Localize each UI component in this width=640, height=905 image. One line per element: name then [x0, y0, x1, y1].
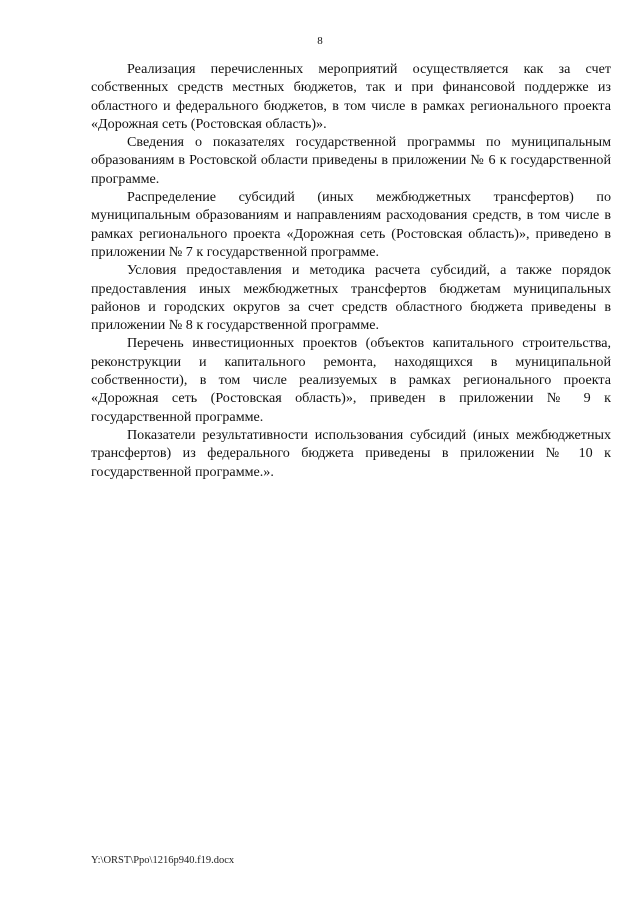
paragraph: Перечень инвестиционных проектов (объектов капитального строительства, реконструкции и капитального ремонта, находящихся в муниципальной собственности), в том числе реализуемых в рамках регионального проекта «Дорожная сеть (Ростовская область)», приведен в приложении № 9 к государственной программе.: [91, 335, 611, 425]
paragraph: Условия предоставления и методика расчета субсидий, а также порядок предоставления иных межбюджетных трансфертов бюджетам муниципальных районов и городских округов за счет средств областного бюджета приведены в приложении № 8 к государственной программе.: [91, 262, 611, 334]
paragraph: Реализация перечисленных мероприятий осуществляется как за счет собственных средств местных бюджетов, так и при финансовой поддержке из областного и федерального бюджетов, в том числе в рамках регионального проекта «Дорожная сеть (Ростовская область)».: [91, 61, 611, 132]
page-number: 8: [317, 35, 323, 47]
paragraph: Сведения о показателях государственной программы по муниципальным образованиям в Ростовской области приведены в приложении № 6 к государственной программе.: [91, 134, 611, 187]
paragraph: Распределение субсидий (иных межбюджетных трансфертов) по муниципальным образованиям и направлениям расходования средств, в том числе в рамках регионального проекта «Дорожная сеть (Ростовская область)», приведено в приложении № 7 к государственной программе.: [91, 189, 611, 260]
document-body: [91, 60, 611, 481]
footer-file-path: Y:\ORST\Ppo\1216p940.f19.docx: [91, 855, 235, 866]
paragraph: Показатели результативности использования субсидий (иных межбюджетных трансфертов) из федерального бюджета приведены в приложении № 10 к государственной программе.».: [91, 426, 611, 480]
